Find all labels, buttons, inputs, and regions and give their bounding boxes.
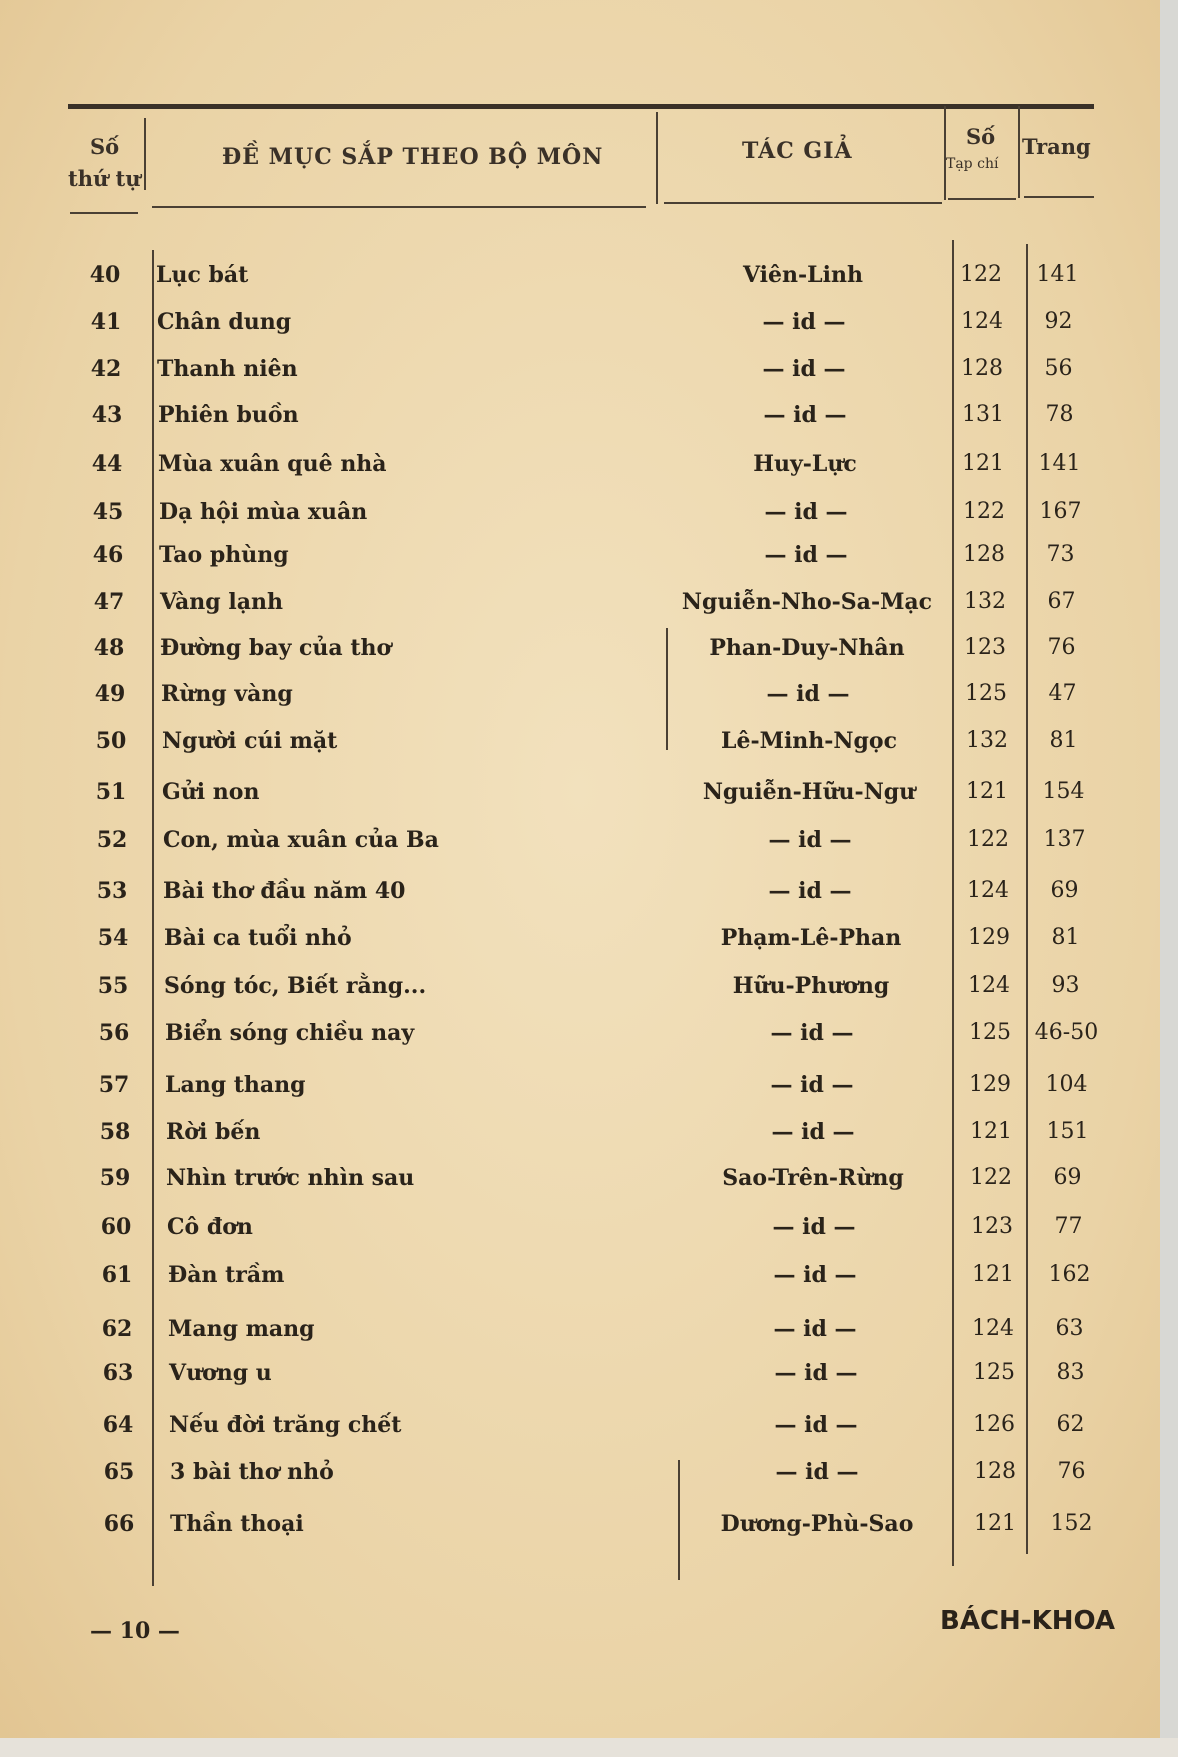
row-title: 3 bài thơ nhỏ — [170, 1459, 334, 1485]
row-issue: 122 — [963, 499, 1005, 524]
table-row — [0, 402, 1160, 446]
header-page-column: Trang — [1022, 134, 1091, 159]
row-issue: 124 — [967, 878, 1009, 903]
row-issue: 122 — [970, 1165, 1012, 1190]
header-underline — [1024, 196, 1094, 198]
row-page: 78 — [1045, 402, 1074, 427]
row-author: — id — — [763, 402, 847, 428]
row-author: — id — — [772, 1214, 856, 1240]
row-author: Phạm-Lê-Phan — [720, 925, 902, 951]
row-number: 57 — [98, 1072, 130, 1098]
table-row — [0, 1165, 1160, 1209]
row-issue: 121 — [962, 451, 1004, 476]
row-number: 47 — [93, 589, 125, 615]
row-page: 46-50 — [1034, 1020, 1099, 1045]
row-issue: 121 — [970, 1119, 1012, 1144]
row-issue: 121 — [966, 779, 1008, 804]
row-title: Chân dung — [157, 309, 292, 335]
row-number: 41 — [90, 309, 122, 335]
table-row — [0, 589, 1160, 633]
row-page: 69 — [1053, 1165, 1082, 1190]
row-title: Con, mùa xuân của Ba — [163, 827, 439, 853]
row-page: 56 — [1044, 356, 1073, 381]
table-row — [0, 973, 1160, 1017]
header-underline — [664, 202, 942, 204]
header-title-column: ĐỀ MỤC SẮP THEO BỘ MÔN — [222, 144, 604, 170]
row-page: 83 — [1056, 1360, 1085, 1385]
row-title: Biển sóng chiều nay — [165, 1020, 415, 1046]
row-author: — id — — [775, 1459, 859, 1485]
row-author: — id — — [774, 1412, 858, 1438]
row-author: Sao-Trên-Rừng — [722, 1165, 904, 1191]
table-row — [0, 1459, 1160, 1503]
row-page: 76 — [1047, 635, 1076, 660]
table-row — [0, 1020, 1160, 1064]
row-author: Lê-Minh-Ngọc — [721, 728, 897, 754]
table-row — [0, 1119, 1160, 1163]
table-row — [0, 1316, 1160, 1360]
row-page: 162 — [1048, 1262, 1091, 1287]
row-title: Rừng vàng — [161, 681, 293, 707]
row-page: 76 — [1057, 1459, 1086, 1484]
table-row — [0, 542, 1160, 586]
row-page: 67 — [1047, 589, 1076, 614]
header-author-column: TÁC GIẢ — [742, 138, 853, 164]
row-author: — id — — [764, 499, 848, 525]
row-issue: 132 — [964, 589, 1006, 614]
row-author: — id — — [768, 878, 852, 904]
table-row — [0, 728, 1160, 772]
row-issue: 123 — [964, 635, 1006, 660]
row-page: 69 — [1050, 878, 1079, 903]
row-issue: 128 — [961, 356, 1003, 381]
row-number: 62 — [101, 1316, 133, 1342]
row-issue: 123 — [971, 1214, 1013, 1239]
table-row — [0, 451, 1160, 495]
table-row — [0, 1072, 1160, 1116]
row-issue: 122 — [960, 262, 1002, 287]
row-page: 154 — [1042, 779, 1085, 804]
row-author: — id — — [770, 1020, 854, 1046]
row-title: Rời bến — [166, 1119, 261, 1145]
row-page: 141 — [1036, 262, 1079, 287]
table-row — [0, 779, 1160, 823]
header-stt-line1: Số — [90, 134, 120, 159]
row-number: 64 — [102, 1412, 134, 1438]
table-row — [0, 1511, 1160, 1555]
table-row — [0, 262, 1160, 306]
header-stt-line2: thứ tự — [68, 166, 141, 191]
row-number: 48 — [93, 635, 125, 661]
row-title: Người cúi mặt — [162, 728, 338, 754]
column-rule — [1018, 106, 1020, 198]
row-title: Vương u — [169, 1360, 272, 1386]
page-number: — 10 — — [90, 1618, 180, 1644]
row-title: Thanh niên — [157, 356, 298, 382]
table-row — [0, 1412, 1160, 1456]
row-number: 60 — [100, 1214, 132, 1240]
row-title: Tao phùng — [159, 542, 289, 568]
row-issue: 131 — [962, 402, 1004, 427]
row-author: Hữu-Phương — [732, 973, 890, 999]
row-number: 63 — [102, 1360, 134, 1386]
row-number: 43 — [91, 402, 123, 428]
row-number: 40 — [89, 262, 121, 288]
row-author: Nguiễn-Nho-Sa-Mạc — [681, 589, 933, 615]
row-issue: 124 — [972, 1316, 1014, 1341]
row-title: Thần thoại — [170, 1511, 304, 1537]
column-rule — [944, 106, 946, 200]
row-page: 151 — [1046, 1119, 1089, 1144]
row-author: — id — — [770, 1072, 854, 1098]
header-underline — [152, 206, 646, 208]
header-tap-line2: Tạp chí — [946, 156, 999, 172]
row-author: Viên-Linh — [743, 262, 863, 288]
row-issue: 125 — [969, 1020, 1011, 1045]
row-page: 141 — [1038, 451, 1081, 476]
table-row — [0, 356, 1160, 400]
header-underline — [70, 212, 138, 214]
row-author: — id — — [766, 681, 850, 707]
row-title: Lục bát — [156, 262, 249, 288]
row-title: Bài ca tuổi nhỏ — [164, 925, 352, 951]
row-number: 53 — [96, 878, 128, 904]
table-row — [0, 1214, 1160, 1258]
row-page: 81 — [1051, 925, 1080, 950]
table-row — [0, 309, 1160, 353]
column-rule — [656, 112, 658, 204]
row-number: 51 — [95, 779, 127, 805]
row-page: 137 — [1043, 827, 1086, 852]
row-issue: 128 — [963, 542, 1005, 567]
row-page: 62 — [1056, 1412, 1085, 1437]
row-title: Cô đơn — [167, 1214, 253, 1240]
row-page: 77 — [1054, 1214, 1083, 1239]
row-author: Nguiễn-Hữu-Ngư — [702, 779, 916, 805]
row-page: 92 — [1044, 309, 1073, 334]
row-title: Đường bay của thơ — [160, 635, 392, 661]
row-title: Phiên buồn — [158, 402, 299, 428]
row-author: — id — — [774, 1360, 858, 1386]
header-tap-line1: Số — [966, 124, 996, 149]
table-row — [0, 827, 1160, 871]
row-author: — id — — [768, 827, 852, 853]
row-issue: 125 — [973, 1360, 1015, 1385]
row-issue: 129 — [969, 1072, 1011, 1097]
row-title: Vàng lạnh — [160, 589, 283, 615]
row-title: Lang thang — [165, 1072, 306, 1098]
row-number: 45 — [92, 499, 124, 525]
table-row — [0, 499, 1160, 543]
table-row — [0, 635, 1160, 679]
header-underline — [948, 198, 1016, 200]
row-author: — id — — [773, 1316, 857, 1342]
row-number: 58 — [99, 1119, 131, 1145]
row-issue: 124 — [961, 309, 1003, 334]
page-edge — [1160, 0, 1178, 1757]
row-title: Mang mang — [168, 1316, 315, 1342]
row-issue: 128 — [974, 1459, 1016, 1484]
row-number: 46 — [92, 542, 124, 568]
row-page: 63 — [1055, 1316, 1084, 1341]
row-author: — id — — [771, 1119, 855, 1145]
row-author: Dương-Phù-Sao — [720, 1511, 914, 1537]
row-author: — id — — [764, 542, 848, 568]
row-number: 61 — [101, 1262, 133, 1288]
row-author: Huy-Lực — [753, 451, 857, 477]
row-issue: 125 — [965, 681, 1007, 706]
row-issue: 121 — [972, 1262, 1014, 1287]
row-title: Dạ hội mùa xuân — [159, 499, 368, 525]
row-author: — id — — [762, 309, 846, 335]
row-page: 104 — [1045, 1072, 1088, 1097]
table-row — [0, 878, 1160, 922]
row-title: Mùa xuân quê nhà — [158, 451, 387, 477]
row-page: 81 — [1049, 728, 1078, 753]
magazine-name: BÁCH-KHOA — [940, 1606, 1116, 1636]
row-issue: 121 — [974, 1511, 1016, 1536]
row-title: Sóng tóc, Biết rằng... — [164, 973, 427, 999]
row-page: 93 — [1051, 973, 1080, 998]
column-rule — [144, 118, 146, 190]
row-issue: 132 — [966, 728, 1008, 753]
row-number: 50 — [95, 728, 127, 754]
row-issue: 126 — [973, 1412, 1015, 1437]
row-number: 44 — [91, 451, 123, 477]
row-issue: 122 — [967, 827, 1009, 852]
table-top-rule — [68, 104, 1094, 109]
row-issue: 129 — [968, 925, 1010, 950]
row-number: 52 — [96, 827, 128, 853]
row-page: 167 — [1039, 499, 1082, 524]
table-row — [0, 925, 1160, 969]
row-number: 42 — [90, 356, 122, 382]
bottom-edge — [0, 1738, 1178, 1757]
row-page: 73 — [1046, 542, 1075, 567]
row-title: Đàn trầm — [168, 1262, 285, 1288]
row-issue: 124 — [968, 973, 1010, 998]
table-row — [0, 1262, 1160, 1306]
row-title: Nhìn trước nhìn sau — [166, 1165, 415, 1191]
row-author: Phan-Duy-Nhân — [709, 635, 905, 661]
row-author: — id — — [773, 1262, 857, 1288]
row-number: 55 — [97, 973, 129, 999]
row-number: 66 — [103, 1511, 135, 1537]
table-row — [0, 681, 1160, 725]
row-page: 47 — [1048, 681, 1077, 706]
row-title: Gửi non — [162, 779, 260, 805]
row-number: 54 — [97, 925, 129, 951]
table-row — [0, 1360, 1160, 1404]
row-number: 56 — [98, 1020, 130, 1046]
row-number: 59 — [99, 1165, 131, 1191]
row-title: Bài thơ đầu năm 40 — [163, 878, 406, 904]
row-number: 49 — [94, 681, 126, 707]
row-title: Nếu đời trăng chết — [169, 1412, 402, 1438]
row-page: 152 — [1050, 1511, 1093, 1536]
row-author: — id — — [762, 356, 846, 382]
row-number: 65 — [103, 1459, 135, 1485]
